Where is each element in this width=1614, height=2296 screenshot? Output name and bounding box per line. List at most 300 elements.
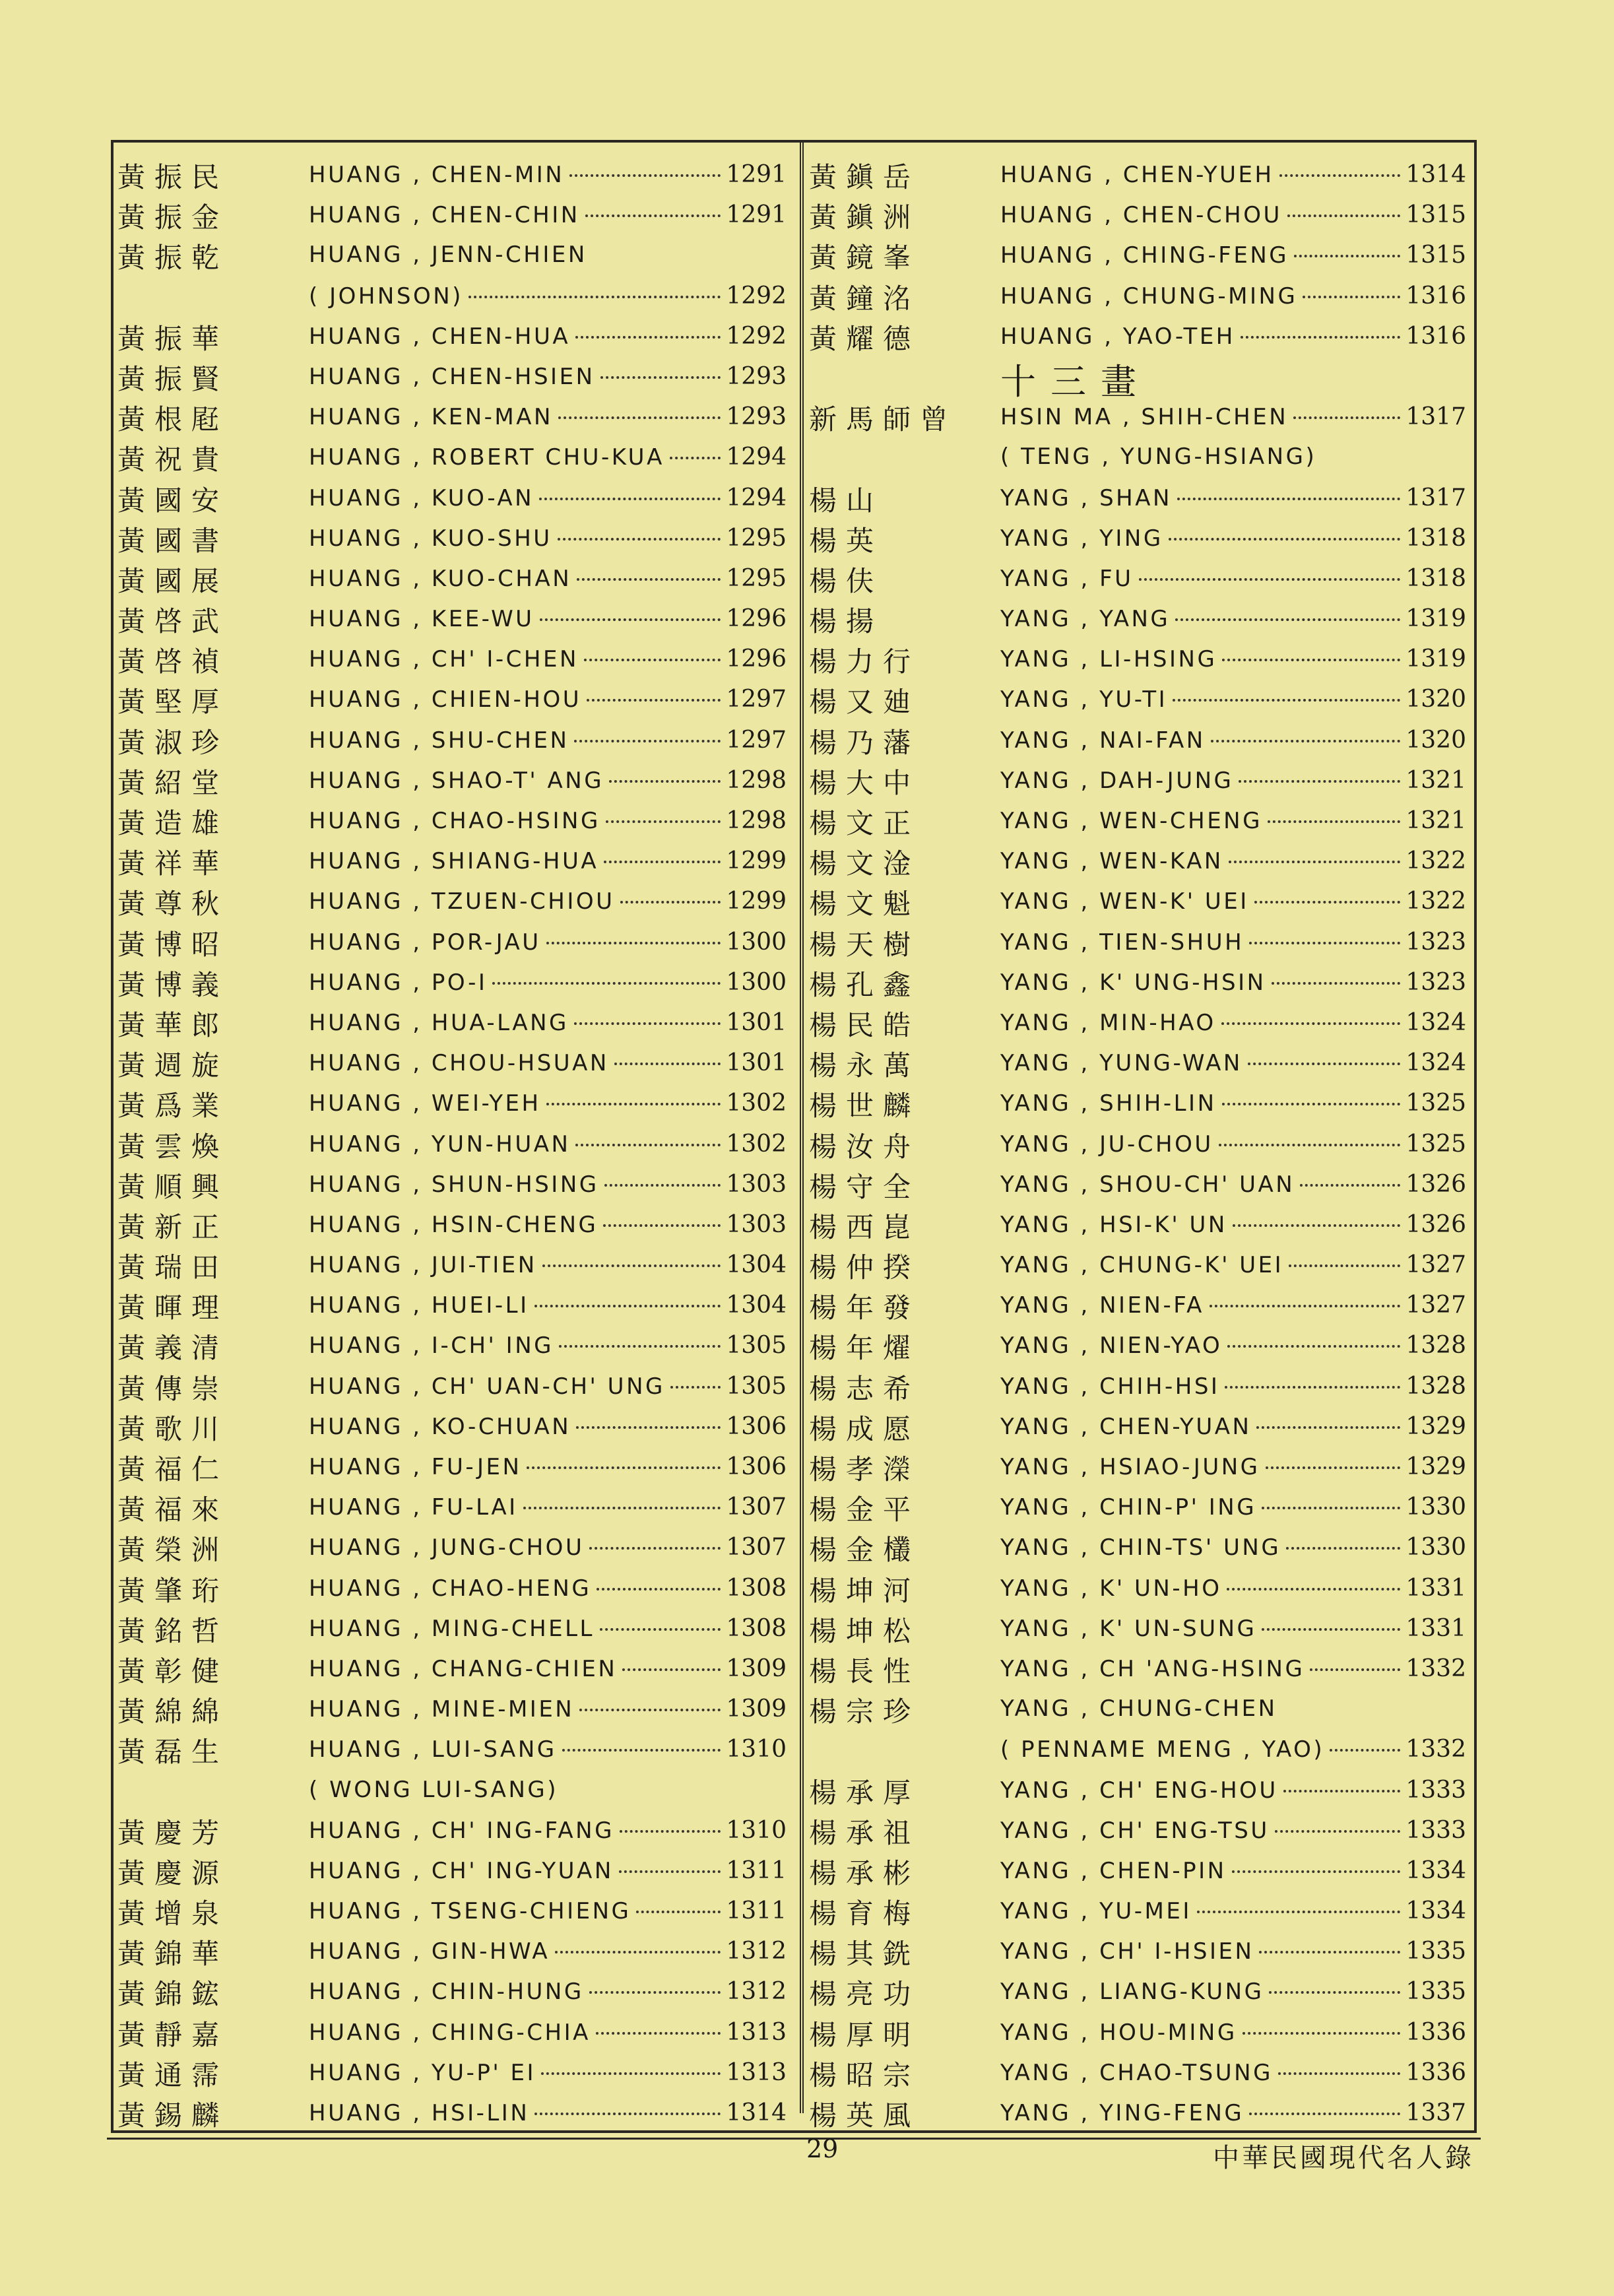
dot-leader [1222, 659, 1400, 661]
romanized-name: YANG , HOU-MING [1000, 2019, 1237, 2046]
romanized-name: YANG , NAI-FAN [1000, 727, 1206, 754]
romanized-name: YANG , MIN-HAO [1000, 1009, 1216, 1036]
entry-page-number: 1297 [726, 686, 787, 713]
dot-leader [1262, 1507, 1400, 1509]
romanized-name: YANG , LIANG-KUNG [1000, 1979, 1264, 2006]
romanized-name: HUANG , SHUN-HSING [309, 1171, 599, 1198]
chinese-name: 楊山 [809, 484, 884, 517]
section-heading [809, 354, 1471, 403]
chinese-name: 黃祝貴 [117, 443, 229, 476]
entry-page-number: 1298 [726, 766, 787, 794]
entry-page-number: 1332 [1405, 1736, 1466, 1763]
index-entry [117, 919, 792, 960]
index-entry [809, 1363, 1471, 1404]
chinese-name: 楊承厚 [809, 1776, 920, 1809]
chinese-name: 楊汝舟 [809, 1130, 920, 1163]
romanized-line [309, 1655, 787, 1682]
chinese-name: 楊民皓 [809, 1008, 920, 1041]
romanized-line [309, 2019, 787, 2046]
dot-leader [468, 296, 721, 298]
index-entry [117, 1000, 792, 1040]
romanized-line [1000, 1655, 1466, 1682]
dot-leader [1173, 699, 1400, 702]
index-entry [809, 475, 1471, 515]
dot-leader [620, 1830, 721, 1833]
dot-leader [575, 1144, 721, 1146]
chinese-name: 黃鐘洺 [809, 282, 920, 315]
entry-page-number: 1292 [726, 322, 787, 350]
index-entry [117, 434, 792, 475]
dot-leader [1227, 1588, 1400, 1591]
dot-leader [636, 1911, 721, 1913]
dot-leader [1177, 498, 1400, 500]
romanized-line [309, 1171, 787, 1198]
romanized-name: YANG , YANG [1000, 606, 1171, 633]
index-entry [117, 1121, 792, 1162]
romanized-line [1000, 484, 1466, 511]
dot-leader [1139, 578, 1401, 581]
dot-leader [523, 1507, 721, 1509]
dot-leader [558, 538, 721, 541]
index-entry [809, 1969, 1471, 2009]
entry-page-number: 1294 [726, 484, 787, 511]
chinese-name: 黃淑珍 [117, 726, 229, 759]
dot-leader [1222, 1103, 1401, 1105]
index-entry [809, 152, 1471, 192]
index-entry [809, 1686, 1471, 1726]
entry-page-number: 1335 [1405, 1978, 1466, 2006]
chinese-name: 楊永萬 [809, 1049, 920, 1082]
dot-leader [1169, 538, 1401, 541]
index-entry [117, 1928, 792, 1969]
dot-leader [1294, 255, 1400, 257]
romanized-line [309, 2099, 787, 2126]
romanized-line [1000, 1575, 1466, 1602]
chinese-name: 黃肇珩 [117, 1574, 229, 1607]
entry-page-number: 1296 [726, 645, 787, 673]
romanized-line [1000, 1534, 1466, 1561]
dot-leader [606, 820, 721, 823]
index-entry [117, 556, 792, 596]
romanized-line [1000, 807, 1466, 834]
entry-page-number: 1293 [726, 403, 787, 431]
dot-leader [1279, 174, 1401, 177]
romanized-line [1000, 242, 1466, 269]
index-entry [809, 1162, 1471, 1202]
chinese-name: 黃尊秋 [117, 888, 229, 921]
romanized-name: HUANG , WEI-YEH [309, 1090, 541, 1117]
romanized-line [309, 1777, 787, 1803]
romanized-name: HUANG , HSI-LIN [309, 2100, 530, 2126]
index-entry [117, 313, 792, 354]
dot-leader [622, 1668, 721, 1671]
romanized-line [1000, 1493, 1466, 1521]
entry-page-number: 1327 [1405, 1292, 1466, 1319]
romanized-name: YANG , YU-MEI [1000, 1898, 1192, 1925]
entry-page-number: 1321 [1405, 807, 1466, 834]
entry-page-number: 1326 [1405, 1210, 1466, 1238]
chinese-name: 黃啓武 [117, 605, 229, 638]
romanized-line [1000, 686, 1466, 713]
romanized-line [1000, 1009, 1466, 1036]
index-entry [117, 1323, 792, 1363]
index-entry [809, 919, 1471, 960]
entry-page-number: 1312 [726, 1978, 787, 2006]
dot-leader [559, 1345, 721, 1348]
index-entry [809, 1888, 1471, 1928]
dot-leader [1229, 861, 1401, 863]
romanized-line [309, 1736, 787, 1763]
romanized-line [309, 403, 787, 430]
romanized-name: HUANG , CHEN-HSIEN [309, 363, 595, 390]
romanized-line [309, 1413, 787, 1440]
index-entry [117, 1282, 792, 1323]
romanized-line [309, 323, 787, 350]
romanized-name: YANG , SHAN [1000, 484, 1172, 511]
romanized-name: HUANG , KUO-CHAN [309, 565, 572, 592]
entry-page-number: 1332 [1405, 1655, 1466, 1682]
dot-leader [1221, 1022, 1401, 1025]
dot-leader [1330, 1749, 1400, 1752]
entry-page-number: 1291 [726, 161, 787, 188]
dot-leader [1249, 2113, 1400, 2115]
dot-leader [540, 618, 721, 621]
romanized-name: HUANG , KUO-AN [309, 484, 534, 511]
index-entry [809, 2010, 1471, 2050]
romanized-line [309, 1090, 787, 1117]
entry-page-number: 1304 [726, 1292, 787, 1319]
chinese-name: 楊志希 [809, 1372, 920, 1405]
index-entry [117, 1726, 792, 1767]
dot-leader [1266, 1466, 1401, 1469]
chinese-name: 黃博義 [117, 968, 229, 1001]
entry-page-number: 1292 [726, 282, 787, 310]
dot-leader [546, 1103, 721, 1105]
chinese-name: 楊天樹 [809, 928, 920, 961]
chinese-name: 黃銘哲 [117, 1614, 229, 1647]
entry-page-number: 1304 [726, 1251, 787, 1279]
romanized-line [1000, 969, 1466, 996]
chinese-name: 黃暉理 [117, 1292, 229, 1325]
romanized-name: YANG , CHUNG-CHEN [1000, 1695, 1277, 1722]
romanized-line [1000, 645, 1466, 672]
index-entry [809, 758, 1471, 798]
entry-page-number: 1323 [1405, 928, 1466, 956]
romanized-name: ( TENG , YUNG-HSIANG) [1000, 443, 1317, 471]
romanized-line [309, 969, 787, 996]
dot-leader [1232, 1870, 1401, 1873]
entry-page-number: 1303 [726, 1170, 787, 1198]
index-entry [117, 878, 792, 919]
index-entry [809, 1282, 1471, 1323]
romanized-line [309, 565, 787, 592]
romanized-name: YANG , CHAO-TSUNG [1000, 2059, 1273, 2086]
entry-page-number: 1330 [1405, 1534, 1466, 1561]
entry-page-number: 1298 [726, 807, 787, 834]
chinese-name: 楊文魁 [809, 888, 920, 921]
romanized-name: YANG , HSI-K' UN [1000, 1211, 1227, 1238]
chinese-name: 黃振乾 [117, 242, 229, 275]
romanized-name: HUANG , CH' ING-FANG [309, 1817, 614, 1844]
dot-leader [1289, 1264, 1400, 1267]
entry-page-number: 1310 [726, 1736, 787, 1763]
entry-page-number: 1324 [1405, 1008, 1466, 1036]
index-entry [117, 2010, 792, 2050]
index-entry [809, 676, 1471, 717]
dot-leader [1211, 740, 1401, 742]
romanized-line [1000, 1938, 1466, 1965]
dot-leader [1286, 1547, 1400, 1550]
index-entry [117, 1888, 792, 1928]
index-entry [809, 1726, 1471, 1767]
romanized-line [1000, 1695, 1466, 1722]
index-entry [117, 2050, 792, 2090]
entry-page-number: 1327 [1405, 1251, 1466, 1279]
entry-page-number: 1324 [1405, 1049, 1466, 1077]
entry-page-number: 1315 [1405, 201, 1466, 229]
index-entry [809, 434, 1471, 475]
dot-leader [1278, 2072, 1400, 2075]
romanized-line [309, 1938, 787, 1965]
dot-leader [597, 1588, 721, 1591]
chinese-name: 楊大中 [809, 766, 920, 799]
dot-leader [555, 1951, 721, 1953]
romanized-line [309, 847, 787, 874]
entry-page-number: 1301 [726, 1049, 787, 1077]
dot-leader [1259, 1951, 1400, 1953]
dot-leader [534, 1305, 721, 1307]
romanized-line [1000, 1615, 1466, 1642]
romanized-line [309, 1534, 787, 1561]
romanized-name: YANG , WEN-CHENG [1000, 808, 1262, 834]
chinese-name: 新馬師曾 [809, 403, 957, 436]
dot-leader [584, 659, 721, 661]
entry-page-number: 1313 [726, 2018, 787, 2046]
entry-page-number: 1318 [1405, 564, 1466, 592]
index-entry [809, 717, 1471, 758]
entry-page-number: 1329 [1405, 1453, 1466, 1480]
romanized-line [1000, 201, 1466, 228]
romanized-name: HUANG , CHING-FENG [1000, 242, 1289, 269]
romanized-line [1000, 161, 1466, 188]
dot-leader [527, 1466, 721, 1469]
romanized-line [1000, 1292, 1466, 1319]
romanized-line [309, 2059, 787, 2086]
romanized-name: YANG , DAH-JUNG [1000, 767, 1234, 794]
romanized-line [309, 807, 787, 834]
romanized-line [1000, 443, 1466, 470]
entry-page-number: 1310 [726, 1816, 787, 1844]
entry-page-number: 1297 [726, 726, 787, 754]
chinese-name: 黃通霈 [117, 2058, 229, 2091]
index-entry [809, 1080, 1471, 1121]
dot-leader [589, 1991, 721, 1994]
chinese-name: 黃啓禎 [117, 645, 229, 678]
romanized-line [1000, 1777, 1466, 1804]
romanized-line [309, 1211, 787, 1238]
dot-leader [539, 498, 721, 500]
chinese-name: 楊年發 [809, 1292, 920, 1325]
dot-leader [1256, 1426, 1400, 1429]
chinese-name: 楊孝濚 [809, 1453, 920, 1486]
chinese-name: 黃磊生 [117, 1736, 229, 1769]
romanized-line [309, 1131, 787, 1158]
romanized-name: HUANG , CHOU-HSUAN [309, 1050, 609, 1077]
index-entry [117, 394, 792, 434]
chinese-name: 黃造雄 [117, 807, 229, 839]
romanized-line [1000, 1817, 1466, 1844]
romanized-line [309, 888, 787, 915]
dot-leader [585, 214, 721, 217]
index-entry [117, 192, 792, 232]
romanized-name: YANG , CHIH-HSI [1000, 1373, 1220, 1400]
romanized-name: HUANG , KEE-WU [309, 606, 534, 633]
romanized-name: YANG , NIEN-FA [1000, 1292, 1204, 1319]
chinese-name: 黃榮洲 [117, 1534, 229, 1567]
romanized-name: HUANG , JUNG-CHOU [309, 1534, 585, 1561]
dot-leader [1269, 1991, 1400, 1994]
entry-page-number: 1334 [1405, 1897, 1466, 1925]
romanized-name: YANG , CH 'ANG-HSING [1000, 1655, 1305, 1682]
chinese-name: 黃根屘 [117, 403, 229, 436]
romanized-name: YANG , NIEN-YAO [1000, 1332, 1223, 1360]
dot-leader [574, 740, 721, 742]
romanized-line [1000, 767, 1466, 794]
romanized-line [1000, 565, 1466, 592]
chinese-name: 黃祥華 [117, 847, 229, 880]
chinese-name: 黃福仁 [117, 1453, 229, 1486]
romanized-name: YANG , K' UNG-HSIN [1000, 969, 1266, 996]
chinese-name: 楊亮功 [809, 1978, 920, 2011]
chinese-name: 黃堅厚 [117, 686, 229, 719]
romanized-line [1000, 605, 1466, 632]
index-entry [809, 192, 1471, 232]
chinese-name: 楊育梅 [809, 1897, 920, 1930]
romanized-name: YANG , LI-HSING [1000, 646, 1217, 673]
entry-page-number: 1299 [726, 847, 787, 875]
chinese-name: 黃華郎 [117, 1008, 229, 1041]
romanized-name: YANG , WEN-K' UEI [1000, 888, 1249, 915]
chinese-name: 黃紹堂 [117, 766, 229, 799]
entry-page-number: 1321 [1405, 766, 1466, 794]
romanized-name: YANG , SHOU-CH' UAN [1000, 1171, 1295, 1198]
romanized-line [1000, 1332, 1466, 1359]
romanized-line [309, 1453, 787, 1480]
romanized-name: HUANG , CHAO-HENG [309, 1575, 592, 1602]
romanized-name: HUANG , CHANG-CHIEN [309, 1655, 618, 1682]
romanized-line [1000, 1171, 1466, 1198]
index-entry [809, 394, 1471, 434]
romanized-name: YANG , K' UN-HO [1000, 1575, 1222, 1602]
romanized-name: HUANG , CHEN-CHOU [1000, 202, 1282, 229]
index-entry [809, 1484, 1471, 1525]
romanized-name: HUANG , GIN-HWA [309, 1938, 550, 1965]
entry-page-number: 1330 [1405, 1493, 1466, 1521]
dot-leader [542, 1264, 721, 1267]
romanized-name: HUANG , CHING-CHIA [309, 2019, 591, 2046]
dot-leader [1233, 1224, 1401, 1227]
entry-page-number: 1333 [1405, 1776, 1466, 1804]
dot-leader [670, 457, 721, 459]
romanized-name: YANG , YUNG-WAN [1000, 1050, 1243, 1077]
entry-page-number: 1299 [726, 888, 787, 915]
index-entry [809, 1242, 1471, 1282]
stroke-count-heading: 十三畫 [1000, 360, 1151, 403]
index-entry [809, 1525, 1471, 1565]
romanized-name: YANG , CHEN-YUAN [1000, 1413, 1252, 1440]
entry-page-number: 1320 [1405, 686, 1466, 713]
romanized-line [1000, 2059, 1466, 2086]
romanized-line [309, 727, 787, 754]
romanized-name: HUANG , CH' I-CHEN [309, 646, 579, 673]
dot-leader [600, 376, 721, 379]
romanized-name: YANG , CHIN-TS' UNG [1000, 1534, 1281, 1561]
dot-leader [577, 578, 721, 581]
chinese-name: 楊坤河 [809, 1574, 920, 1607]
entry-page-number: 1322 [1405, 847, 1466, 875]
romanized-line [309, 282, 787, 310]
chinese-name: 黃增泉 [117, 1897, 229, 1930]
entry-page-number: 1294 [726, 443, 787, 471]
chinese-name: 黃振華 [117, 322, 229, 355]
chinese-name: 楊仲揆 [809, 1251, 920, 1284]
romanized-name: YANG , CH' ENG-TSU [1000, 1817, 1270, 1844]
chinese-name: 楊金平 [809, 1493, 920, 1526]
entry-page-number: 1311 [726, 1897, 787, 1925]
index-entry [117, 2090, 792, 2130]
chinese-name: 黃鎭洲 [809, 201, 920, 234]
romanized-name: YANG , TIEN-SHUH [1000, 929, 1244, 956]
chinese-name: 黃瑞田 [117, 1251, 229, 1284]
entry-page-number: 1335 [1405, 1938, 1466, 1965]
romanized-name: ( WONG LUI-SANG) [309, 1776, 558, 1803]
index-entry [117, 1606, 792, 1646]
index-entry [809, 1928, 1471, 1969]
romanized-line [309, 929, 787, 956]
dot-leader [596, 2032, 721, 2035]
romanized-line [309, 1857, 787, 1884]
romanized-name: HUANG , CHEN-YUEH [1000, 162, 1274, 188]
chinese-name: 黃福來 [117, 1493, 229, 1526]
romanized-name: HUANG , SHU-CHEN [309, 727, 569, 754]
romanized-line [309, 1049, 787, 1076]
chinese-name: 黃振賢 [117, 362, 229, 395]
right-column [809, 152, 1471, 2130]
chinese-name: 楊坤松 [809, 1614, 920, 1647]
index-entry [809, 1565, 1471, 1606]
chinese-name: 黃新正 [117, 1210, 229, 1243]
chinese-name: 黃錦鋐 [117, 1978, 229, 2011]
romanized-name: HUANG , HUEI-LI [309, 1292, 529, 1319]
chinese-name: 黃歌川 [117, 1412, 229, 1445]
romanized-name: HUANG , CH' UAN-CH' UNG [309, 1373, 665, 1400]
dot-leader [609, 780, 721, 783]
romanized-line [1000, 1857, 1466, 1884]
index-entry [809, 273, 1471, 313]
romanized-name: HUANG , CHIEN-HOU [309, 686, 582, 713]
entry-page-number: 1311 [726, 1856, 787, 1884]
index-entry [117, 354, 792, 394]
chinese-name: 黃錦華 [117, 1938, 229, 1971]
chinese-name: 黃博昭 [117, 928, 229, 961]
entry-page-number: 1305 [726, 1372, 787, 1400]
column-divider [800, 140, 804, 2113]
romanized-name: HUANG , LUI-SANG [309, 1736, 557, 1763]
dot-leader [1239, 780, 1400, 783]
romanized-line [309, 161, 787, 188]
chinese-name: 黃雲煥 [117, 1130, 229, 1163]
romanized-line [309, 1009, 787, 1036]
